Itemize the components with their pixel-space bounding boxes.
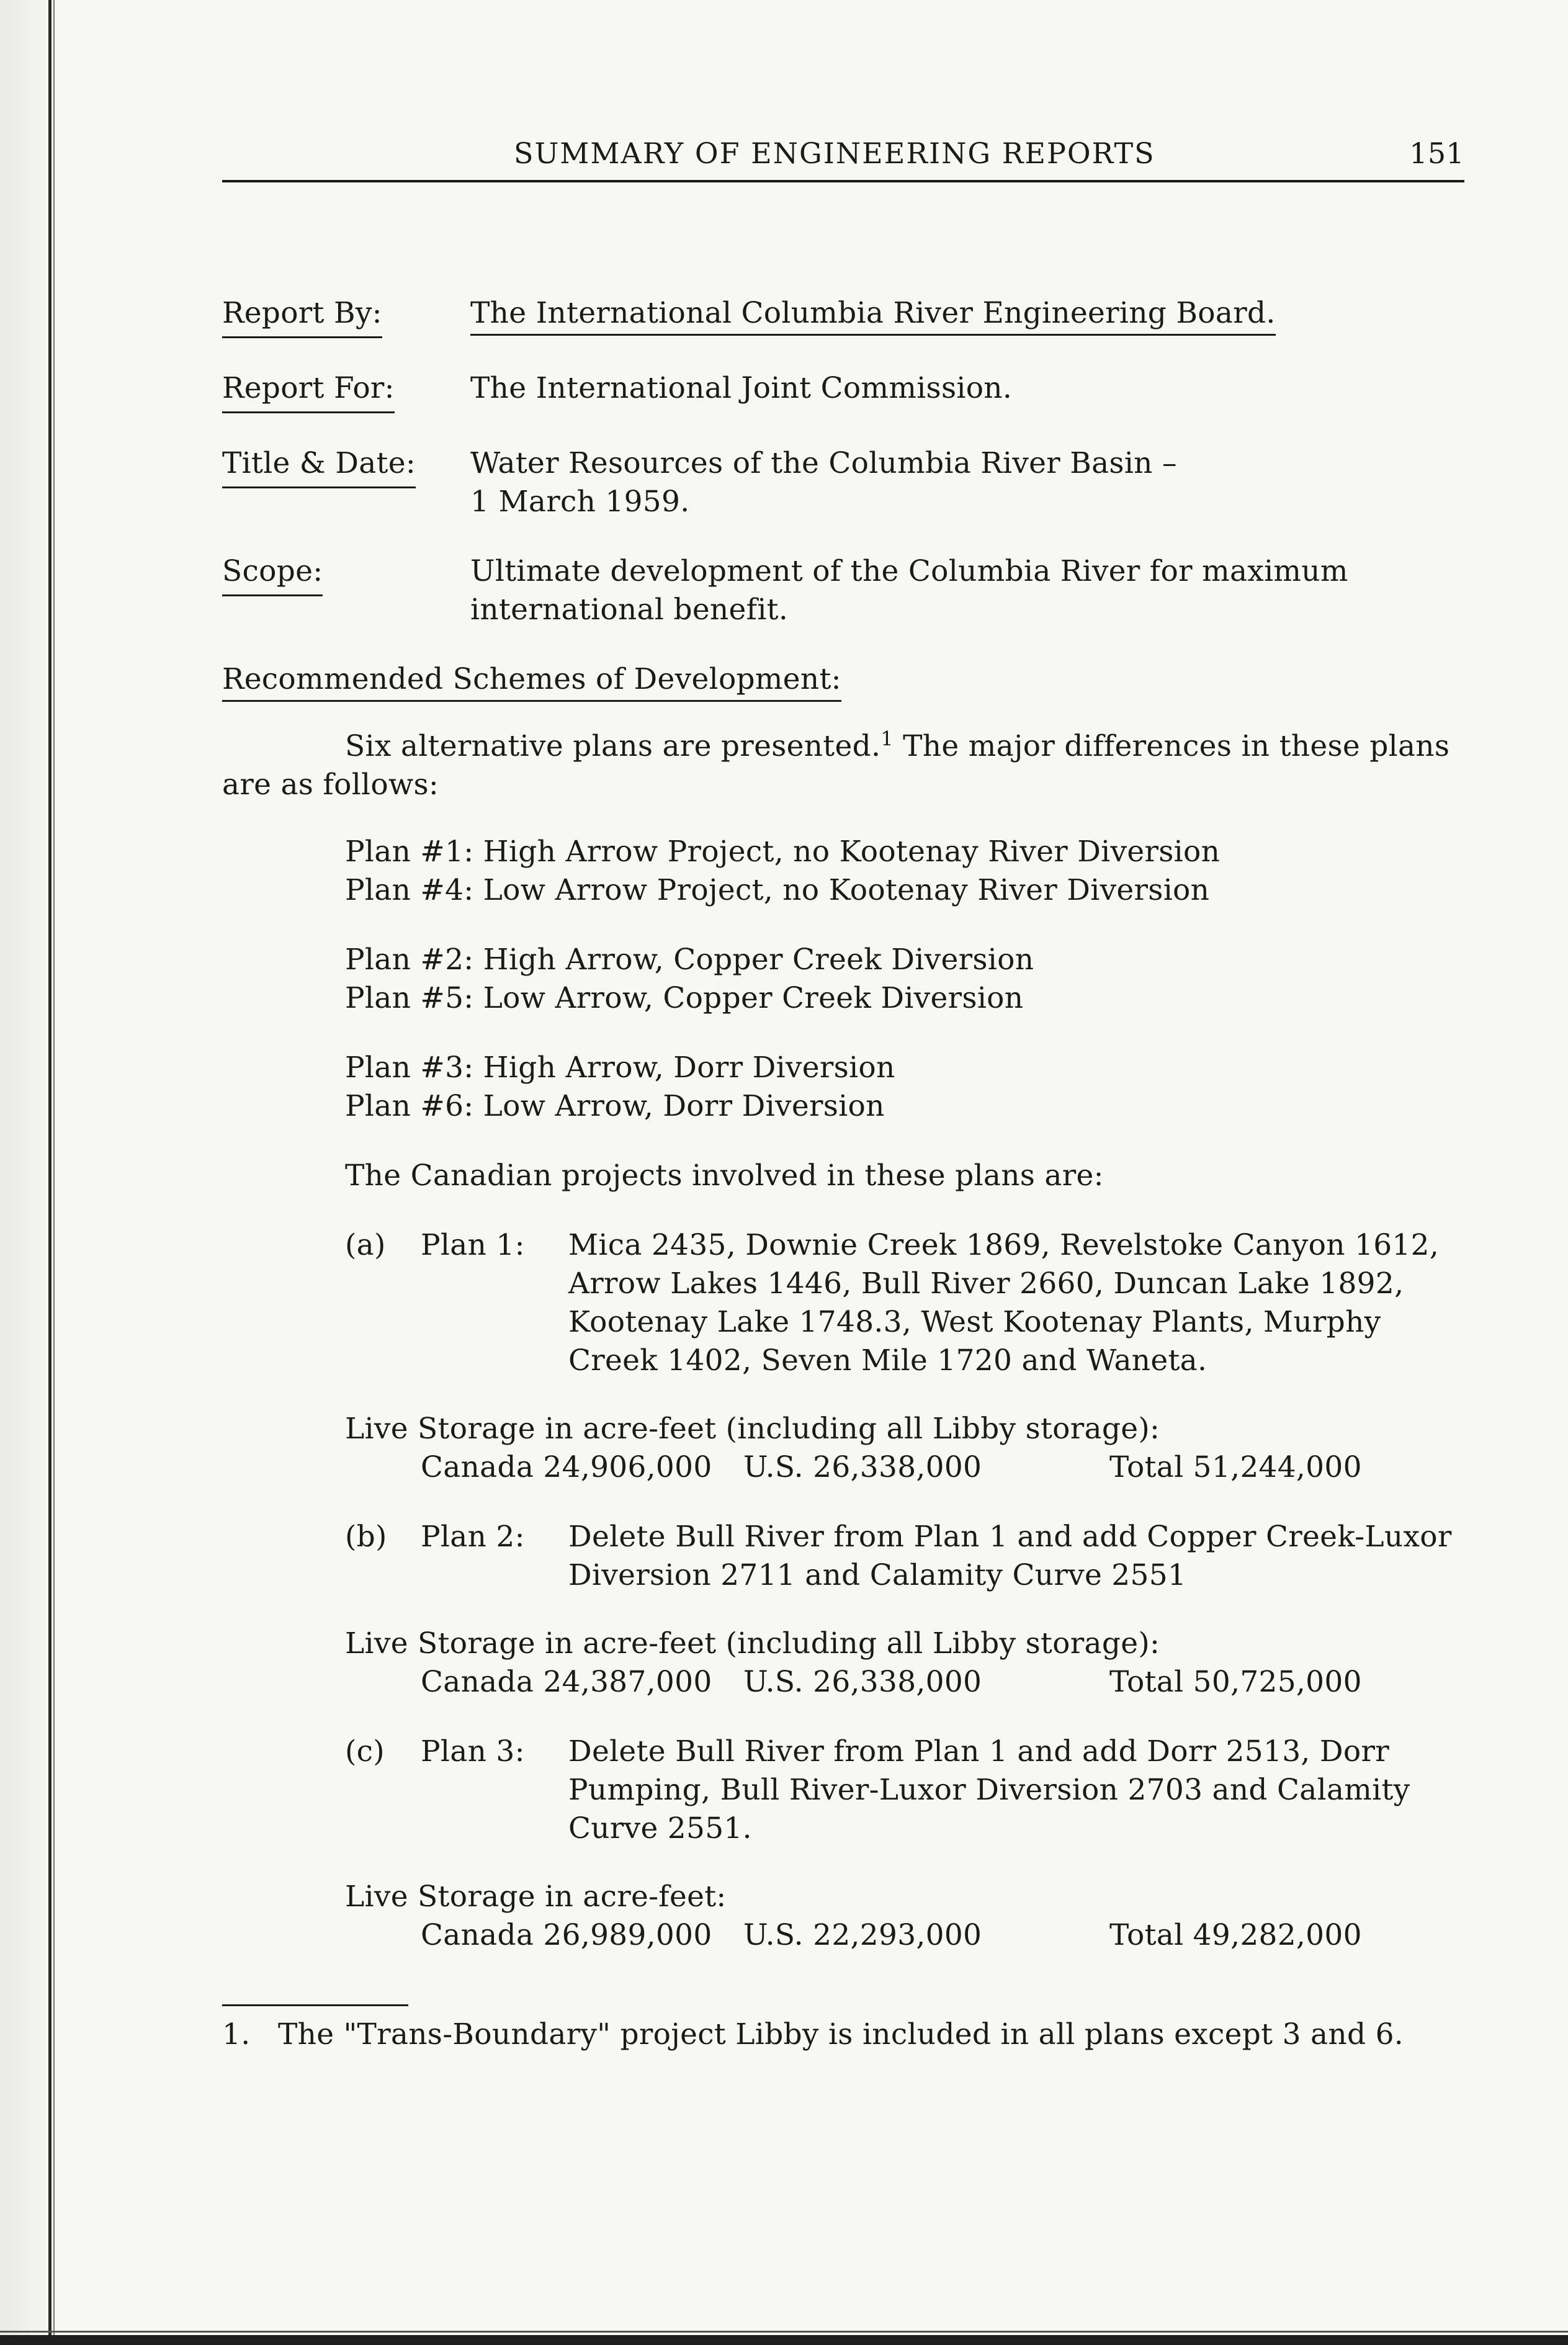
plan-item: Plan #6: Low Arrow, Dorr Diversion <box>345 1089 885 1123</box>
storage-canada: Canada 26,989,000 <box>421 1918 712 1952</box>
storage-us: U.S. 26,338,000 <box>743 1450 982 1484</box>
footnote-ref: 1 <box>880 727 894 751</box>
meta-row-title-date <box>222 444 1464 521</box>
plan-item: Plan #4: Low Arrow Project, no Kootenay River Diversion <box>345 873 1210 907</box>
storage-canada: Canada 24,906,000 <box>421 1450 712 1484</box>
meta-value-line: international benefit. <box>470 593 789 627</box>
meta-row-report-for <box>222 369 1464 413</box>
running-header <box>222 130 1464 182</box>
storage-values <box>345 1916 1464 1955</box>
bottom-edge-bar <box>0 2335 1568 2345</box>
storage-label: Live Storage in acre-feet (including all Libby storage): <box>345 1412 1160 1446</box>
footnote-text: The "Trans-Boundary" project Libby is included in all plans except 3 and 6. <box>278 2017 1404 2051</box>
footnote-number: 1. <box>222 2017 251 2051</box>
plan-group <box>345 1049 1464 1126</box>
intro-paragraph: Six alternative plans are presented.$^1$ The major differences in these plans are as follows: <box>222 727 1450 802</box>
project-plan: Plan 3: <box>421 1734 525 1769</box>
meta-label: Report By: <box>222 294 382 338</box>
project-description: Delete Bull River from Plan 1 and add Dorr 2513, Dorr Pumping, Bull River-Luxor Diversion 2703 and Calamity Curve 2551. <box>568 1734 1410 1845</box>
canadian-projects-intro: The Canadian projects involved in these plans are: <box>345 1159 1104 1193</box>
project-description: Mica 2435, Downie Creek 1869, Revelstoke Canyon 1612, Arrow Lakes 1446, Bull River 2660, Duncan Lake 1892, Kootenay Lake 1748.3, West Kootenay Plants, Murphy Creek 1402, Seven Mile 1720 and Waneta. <box>568 1228 1440 1378</box>
meta-value: The International Joint Commission. <box>470 371 1013 405</box>
meta-row-report-by <box>222 294 1464 338</box>
plan-group <box>345 833 1464 910</box>
report-metadata <box>222 294 1464 629</box>
storage-block <box>222 1625 1464 1702</box>
project-plan: Plan 1: <box>421 1228 525 1262</box>
project-item <box>222 1226 1464 1380</box>
plan-list <box>222 833 1464 1126</box>
storage-values <box>345 1448 1464 1487</box>
document-page <box>222 130 1464 1955</box>
meta-label: Scope: <box>222 552 323 596</box>
meta-label: Report For: <box>222 369 395 413</box>
storage-label: Live Storage in acre-feet: <box>345 1880 727 1914</box>
meta-value: The International Columbia River Engineering Board. <box>470 296 1276 336</box>
storage-values <box>345 1663 1464 1702</box>
storage-block <box>222 1410 1464 1487</box>
project-item <box>222 1518 1464 1595</box>
storage-total: Total 50,725,000 <box>1109 1665 1362 1699</box>
page-binding-edge <box>0 0 56 2345</box>
project-item <box>222 1733 1464 1848</box>
header-title: SUMMARY OF ENGINEERING REPORTS <box>514 137 1155 170</box>
plan-item: Plan #5: Low Arrow, Copper Creek Diversion <box>345 981 1024 1015</box>
binding-line-secondary <box>53 0 55 2345</box>
storage-total: Total 49,282,000 <box>1109 1918 1362 1952</box>
footnote-rule <box>222 2004 408 2006</box>
plan-group <box>345 941 1464 1018</box>
storage-label: Live Storage in acre-feet (including all Libby storage): <box>345 1626 1160 1661</box>
bottom-edge-line <box>0 2331 1568 2333</box>
storage-us: U.S. 22,293,000 <box>743 1918 982 1952</box>
meta-value-line: Water Resources of the Columbia River Basin – <box>470 446 1177 480</box>
plan-item: Plan #3: High Arrow, Dorr Diversion <box>345 1051 895 1085</box>
project-letter: (b) <box>345 1520 387 1554</box>
project-letter: (c) <box>345 1734 385 1769</box>
binding-line <box>48 0 52 2345</box>
meta-row-scope <box>222 552 1464 629</box>
project-letter: (a) <box>345 1228 386 1262</box>
project-description: Delete Bull River from Plan 1 and add Copper Creek-Luxor Diversion 2711 and Calamity Curve 2551 <box>568 1520 1452 1592</box>
storage-block <box>222 1878 1464 1955</box>
storage-total: Total 51,244,000 <box>1109 1450 1362 1484</box>
project-plan: Plan 2: <box>421 1520 525 1554</box>
meta-label: Title & Date: <box>222 444 416 488</box>
storage-us: U.S. 26,338,000 <box>743 1665 982 1699</box>
plan-item: Plan #2: High Arrow, Copper Creek Diversion <box>345 943 1034 977</box>
footnote <box>222 2015 1463 2054</box>
plan-item: Plan #1: High Arrow Project, no Kootenay River Diversion <box>345 835 1221 869</box>
section-heading: Recommended Schemes of Development: <box>222 660 1464 699</box>
meta-value-line: Ultimate development of the Columbia River for maximum <box>470 554 1348 588</box>
meta-value-line: 1 March 1959. <box>470 485 690 519</box>
page-number: 151 <box>1409 137 1464 170</box>
storage-canada: Canada 24,387,000 <box>421 1665 712 1699</box>
